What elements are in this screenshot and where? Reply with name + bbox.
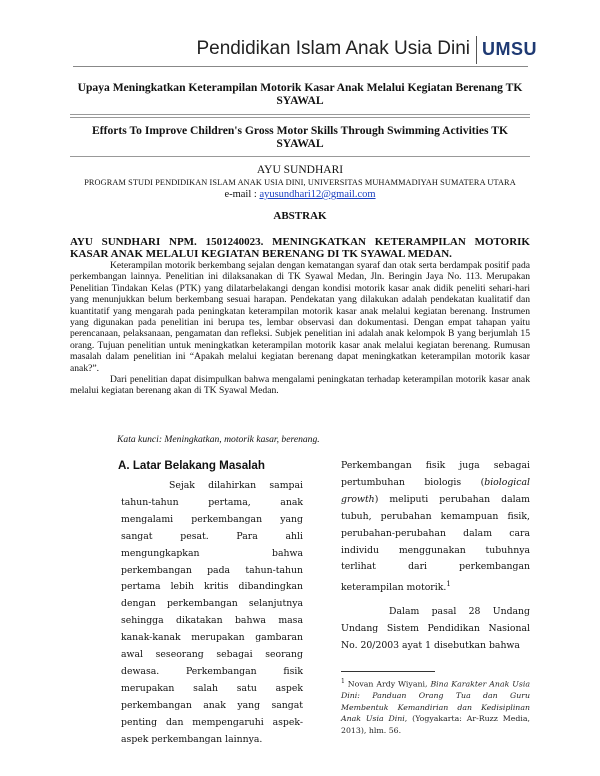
footnote: [341, 676, 530, 736]
abstract-paragraph: Keterampilan motorik berkembang sejalan dengan kematangan syaraf dan otak serta berdampak positif pada perkembangan lainnya. Penelitian ini dilaksanakan di TK Syawal Medan, Jln. Beringin Jaya No. 113. Merupakan Penelitian Tindakan Kelas (PTK) yang dilatarbelakangi dengan kondisi motorik kasar anak didik peneliti sehari-hari yang menunjukkan belum berkembang sesuai harapan. Pendekatan yang dilakukan adalah pendekatan kualitatif dan kuantitatif yang mengarah pada peningkatan keterampilan motorik kasar anak melalui kegiatan berenang. Instrumen yang digunakan pada penelitian ini berupa tes, lembar observasi dan dokumentasi. Dengan empat tahapan yaitu perencanaan, pelaksanaan, pengamatan dan refleksi. Subjek penelitian ini adalah anak kelompok B yang berjumlah 15 orang. Tujuan penelitian untuk meningkatkan keterampilan motorik kasar anak melalui kegiatan berenang. Rumusan masalah dalam penelitian ini “Apakah melalui kegiatan berenang dapat meningkatkan keterampilan motorik kasar anak?”.: [70, 260, 530, 374]
footnote-ref[interactable]: 1: [446, 580, 451, 589]
footnote-rule: [341, 671, 435, 672]
author-name: AYU SUNDHARI: [256, 164, 344, 176]
left-column: [121, 478, 303, 749]
text-run: ) meliputi perubahan dalam tubuh, perubahan kemampuan fisik, perubahan-perubahan dalam cara individu menggunakan tubuhnya terlihat dari perkembangan keterampilan motorik.: [341, 493, 530, 594]
author-email-line: [70, 189, 530, 200]
right-column: [341, 458, 530, 655]
author-affiliation: PROGRAM STUDI PENDIDIKAN ISLAM ANAK USIA DINI, UNIVERSITAS MUHAMMADIYAH SUMATERA UTARA: [84, 178, 516, 187]
abstract-paragraph: Dari penelitian dapat disimpulkan bahwa mengalami peningkatan terhadap keterampilan motorik kasar anak melalui kegiatan berenang akan di TK Syawal Medan.: [70, 374, 530, 397]
abstract-heading: ABSTRAK: [273, 210, 327, 222]
footnote-number: 1: [341, 678, 345, 685]
author-rule: [70, 156, 530, 157]
header-rule: [73, 66, 528, 67]
text-run: Perkembangan fisik juga sebagai pertumbuhan biologis (: [341, 460, 530, 488]
title-rule-bottom: [70, 117, 530, 118]
section-heading: A. Latar Belakang Masalah: [118, 459, 265, 472]
paper-title-english: Efforts To Improve Children's Gross Motor Skills Through Swimming Activities TK SYAWAL: [92, 124, 508, 150]
journal-title: Pendidikan Islam Anak Usia Dini: [196, 38, 470, 59]
body-paragraph: [341, 458, 530, 597]
body-paragraph: Sejak dilahirkan sampai tahun-tahun pertama, anak mengalami perkembangan yang sangat pesat. Para ahli mengungkapkan bahwa perkembangan pada tahun-tahun pertama lebih kritis dibandingkan dengan perkembangan selanjutnya sehingga dikatakan bahwa masa kanak-kanak merupakan gambaran awal seseorang sebagai seorang dewasa. Perkembangan fisik merupakan salah satu aspek perkembangan anak yang sangat penting dan mempengaruhi aspek-aspek perkembangan lainnya.: [121, 480, 303, 745]
italic-term: biological growth: [341, 476, 530, 505]
body-paragraph: Dalam pasal 28 Undang Undang Sistem Pendidikan Nasional No. 20/2003 ayat 1 disebutkan bahwa: [341, 606, 530, 652]
email-label: e-mail :: [224, 189, 257, 200]
abstract-body: [70, 260, 530, 397]
umsu-logo: UMSU: [482, 39, 537, 59]
keywords: Kata kunci: Meningkatkan, motorik kasar, berenang.: [117, 434, 320, 445]
title-rule-top: [70, 114, 530, 115]
footnote-book-title: Bina Karakter Anak Usia Dini: Panduan Orang Tua dan Guru Membentuk Kemandirian dan Kedisiplinan Anak Usia Dini: [341, 679, 531, 724]
footnote-publication: , (Yogyakarta: Ar-Ruzz Media, 2013), hlm. 56.: [341, 714, 530, 735]
abstract-lead: AYU SUNDHARI NPM. 1501240023. MENINGKATKAN KETERAMPILAN MOTORIK KASAR ANAK MELALUI KEGIATAN BERENANG DI TK SYAWAL MEDAN.: [70, 236, 530, 260]
email-link[interactable]: ayusundhari12@gmail.com: [259, 189, 376, 200]
footnote-author: Novan Ardy Wiyani,: [347, 679, 428, 689]
header-divider: [476, 36, 477, 64]
paper-title-indonesian: Upaya Meningkatkan Keterampilan Motorik Kasar Anak Melalui Kegiatan Berenang TK SYAWAL: [77, 81, 523, 107]
